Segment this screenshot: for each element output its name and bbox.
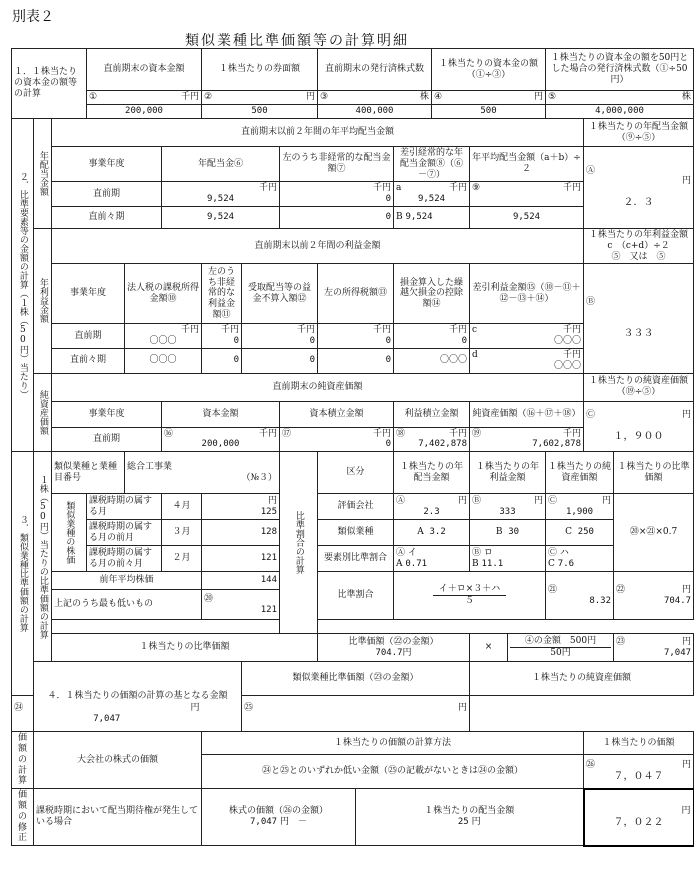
yo3: Ⓒ ハ C 7.6 bbox=[546, 546, 614, 572]
industry-name: 総合工事業 （№３） bbox=[125, 452, 280, 494]
row1-val: 円 125 bbox=[202, 494, 280, 520]
net-col17: 資本積立金額 bbox=[280, 401, 394, 427]
section4-label: ４．１株当たりの価額の計算の基となる金額 bbox=[34, 662, 242, 732]
yoso-label: 要素別比準割合 bbox=[318, 546, 394, 572]
s5-h-method: １株当たりの価額の計算方法 bbox=[202, 732, 584, 755]
kubun-label: 区分 bbox=[318, 452, 394, 494]
s1-v4: 500 bbox=[432, 105, 546, 119]
dividend-label: 年配当金額 bbox=[34, 119, 52, 229]
section3-sub: １株（50円）当たりの比準価額の計算 bbox=[34, 452, 52, 662]
r23-result: ㉓ 円 7,047 bbox=[614, 634, 694, 662]
profit-r2-11: 0 bbox=[202, 348, 242, 373]
profit-r2-14: 〇〇〇 bbox=[394, 348, 470, 373]
hyoka-label: 評価会社 bbox=[318, 494, 394, 520]
s5-method: ㉔と㉕とのいずれか低い金額（㉕の記載がないときは㉔の金額） bbox=[202, 755, 584, 789]
s4-v24: ㉔ 円 7,047 bbox=[12, 696, 202, 732]
net-v19: ⑲ 千円 7,602,878 bbox=[470, 427, 584, 452]
hy3: Ⓒ 円 1,900 bbox=[546, 494, 614, 520]
div-col6: 年配当金⑥ bbox=[162, 147, 280, 182]
s1-c5: ⑤ 株 bbox=[546, 91, 694, 105]
profit-r1-11: 千円 0 bbox=[202, 324, 242, 349]
s1-h3: 直前期末の発行済株式数 bbox=[318, 49, 432, 91]
times-sign: × bbox=[470, 634, 508, 662]
div-r2-9: 9,524 bbox=[470, 206, 584, 228]
ru3: C 250 bbox=[546, 520, 614, 546]
profit-col10: 法人税の課税所得金額⑩ bbox=[125, 264, 202, 324]
row3-val: 121 bbox=[202, 546, 280, 572]
profit-col11: 左のうち非経常的な利益金額⑪ bbox=[202, 264, 242, 324]
net-v18: ⑱ 千円 7,402,878 bbox=[394, 427, 470, 452]
profit-col13: 左の所得税額⑬ bbox=[318, 264, 394, 324]
ch3: １株当たりの純資産価額 bbox=[546, 452, 614, 494]
s4-h2: １株当たりの純資産価額 bbox=[470, 662, 694, 696]
profit-col14: 損金算入した繰越欠損金の控除額⑭ bbox=[394, 264, 470, 324]
net-result: Ⓒ 円 １，９００ bbox=[584, 401, 694, 452]
profit-row1-label: 直前期 bbox=[52, 324, 125, 349]
net-col-year: 事業年度 bbox=[52, 401, 162, 427]
ruiji-label: 類似業種 bbox=[318, 520, 394, 546]
s6-result: 円 ７，０２２ bbox=[584, 789, 694, 846]
hijun-text: 比準価額（㉒の金額） 704.7円 bbox=[318, 634, 470, 662]
dividend-result: Ⓐ 円 ２．３ bbox=[584, 147, 694, 229]
calculation-sheet bbox=[11, 48, 694, 847]
s1-v3: 400,000 bbox=[318, 105, 432, 119]
profit-r2-10: 〇〇〇 bbox=[125, 348, 202, 373]
div-row1-label: 直前期 bbox=[52, 182, 162, 207]
profit-r2-15: d 千円 〇〇〇 bbox=[470, 348, 584, 373]
page-title: 類似業種比準価額等の計算明細 bbox=[185, 33, 409, 49]
ru2: B 30 bbox=[470, 520, 546, 546]
row3-label: 課税時期の属する月の前々月 bbox=[87, 546, 162, 572]
ch1: １株当たりの年配当金額 bbox=[394, 452, 470, 494]
s5-v26: ㉖ 円 ７，０４７ bbox=[584, 755, 694, 789]
low-label: 上記のうち最も低いもの bbox=[52, 590, 202, 620]
div-col8: 差引経常的な年配当金額⑧（⑥－⑦） bbox=[394, 147, 470, 182]
profit-col15: 差引利益金額⑮（⑩－⑪＋⑫－⑬＋⑭） bbox=[470, 264, 584, 324]
div-col7: 左のうち非経常的な配当金額⑦ bbox=[280, 147, 394, 182]
section1-label: １．１株当たりの資本金の額等の計算 bbox=[12, 49, 87, 119]
s1-h2: １株当たりの券面額 bbox=[202, 49, 318, 91]
section3-label: ３．類似業種比準価額の計算 bbox=[12, 452, 34, 696]
profit-r1-10: 千円 〇〇〇 bbox=[125, 324, 202, 349]
wari-formula: イ＋ロ×３＋ハ ５ bbox=[394, 572, 546, 620]
net-result-head: １株当たりの純資産価額（⑲÷⑤） bbox=[584, 373, 694, 401]
div-r1-6: 千円 9,524 bbox=[162, 182, 280, 207]
profit-r1-14: 千円 0 bbox=[394, 324, 470, 349]
s6-left: 課税時期において配当期待権が発生している場合 bbox=[34, 789, 202, 846]
r22-result: ㉒ 円 704.7 bbox=[614, 572, 694, 620]
s4-v25: ㉕ 円 bbox=[242, 696, 470, 732]
profit-row2-label: 直前々期 bbox=[52, 348, 125, 373]
net-col18: 利益積立金額 bbox=[394, 401, 470, 427]
div-r1-8: a 千円 9,524 bbox=[394, 182, 470, 207]
kingaku4: ④の金額 500円 50円 bbox=[508, 634, 614, 662]
net-v16: ⑯ 千円 200,000 bbox=[162, 427, 280, 452]
s1-c1: ① 千円 bbox=[87, 91, 202, 105]
s1-v2: 500 bbox=[202, 105, 318, 119]
row2-val: 128 bbox=[202, 520, 280, 546]
profit-r1-13: 千円 0 bbox=[318, 324, 394, 349]
profit-result: Ⓑ ３３３ bbox=[584, 264, 694, 373]
hy1: Ⓐ 円 2.3 bbox=[394, 494, 470, 520]
s4-h1: 類似業種比準価額（㉓の金額） bbox=[242, 662, 470, 696]
s1-c4: ④ 円 bbox=[432, 91, 546, 105]
profit-col-year: 事業年度 bbox=[52, 264, 125, 324]
row2-label: 課税時期の属する月の前月 bbox=[87, 520, 162, 546]
profit-r2-12: 0 bbox=[242, 348, 318, 373]
div-r2-6: 9,524 bbox=[162, 206, 280, 228]
net-v17: ⑰ 千円 0 bbox=[280, 427, 394, 452]
stock-label: 類似業種の株価 bbox=[52, 494, 87, 572]
dividend-head: 直前期末以前２年間の年平均配当金額 bbox=[52, 119, 584, 147]
ru1: A 3.2 bbox=[394, 520, 470, 546]
industry-label: 類似業種と業種目番号 bbox=[52, 452, 125, 494]
price-formula: ⑳×㉑×0.7 bbox=[614, 494, 694, 572]
div-row2-label: 直前々期 bbox=[52, 206, 162, 228]
form-number: 別表２ bbox=[12, 9, 54, 25]
section5-label: 価額の計算 bbox=[12, 732, 34, 789]
s5-left: 大会社の株式の価額 bbox=[34, 732, 202, 789]
s1-c3: ③ 株 bbox=[318, 91, 432, 105]
row3-month: ２月 bbox=[162, 546, 202, 572]
net-row1-label: 直前期 bbox=[52, 427, 162, 452]
s6-col1: 株式の価額（㉖の金額） 7,047 円 － bbox=[202, 789, 356, 846]
hijun-label: １株当たりの比準価額 bbox=[52, 634, 318, 662]
div-r1-7: 千円 0 bbox=[280, 182, 394, 207]
ratio-calc-label: 比準割合の計算 bbox=[280, 452, 318, 634]
net-col19: 純資産価額（⑯＋⑰＋⑱） bbox=[470, 401, 584, 427]
s1-v5: 4,000,000 bbox=[546, 105, 694, 119]
div-col-year: 事業年度 bbox=[52, 147, 162, 182]
s1-c2: ② 円 bbox=[202, 91, 318, 105]
net-head: 直前期末の純資産価額 bbox=[52, 373, 584, 401]
row1-label: 課税時期の属する月 bbox=[87, 494, 162, 520]
profit-col12: 受取配当等の益金不算入額⑫ bbox=[242, 264, 318, 324]
profit-label: 年利益金額 bbox=[34, 228, 52, 373]
row2-month: ３月 bbox=[162, 520, 202, 546]
yo2: Ⓑ ロ B 11.1 bbox=[470, 546, 546, 572]
wari-label: 比準割合 bbox=[318, 572, 394, 620]
ch4: １株当たりの比準価額 bbox=[614, 452, 694, 494]
s1-h5: １株当たりの資本金の額を50円とした場合の発行済株式数（①÷50円） bbox=[546, 49, 694, 91]
ch2: １株当たりの年利益金額 bbox=[470, 452, 546, 494]
s1-v1: 200,000 bbox=[87, 105, 202, 119]
wari-result: ㉑ 8.32 bbox=[546, 572, 614, 620]
div-col9: 年平均配当金額（a＋b）÷２ bbox=[470, 147, 584, 182]
row1-month: ４月 bbox=[162, 494, 202, 520]
profit-r2-13: 0 bbox=[318, 348, 394, 373]
profit-r1-15: c 千円 〇〇〇 bbox=[470, 324, 584, 349]
div-r1-9: ⑨ 千円 bbox=[470, 182, 584, 207]
s5-h-price: １株当たりの価額 bbox=[584, 732, 694, 755]
net-label: 純資産価額 bbox=[34, 373, 52, 452]
section2-label: ２．比準要素等の金額の計算（１株（50円）当たり） bbox=[12, 119, 34, 452]
low-val: ⑳ 121 bbox=[202, 590, 280, 620]
s6-col2: １株当たりの配当金額 25 円 bbox=[356, 789, 584, 846]
profit-result-head: １株当たりの年利益金額 c （c+d）÷２ ⑤ 又は ⑤ bbox=[584, 228, 694, 263]
avg-label: 前年平均株価 bbox=[52, 572, 202, 590]
profit-r1-12: 千円 0 bbox=[242, 324, 318, 349]
dividend-result-head: １株当たりの年配当金額（⑨÷⑤） bbox=[584, 119, 694, 147]
yo1: Ⓐ イ A 0.71 bbox=[394, 546, 470, 572]
s1-h1: 直前期末の資本金額 bbox=[87, 49, 202, 91]
div-r2-8: B 9,524 bbox=[394, 206, 470, 228]
profit-head: 直前期末以前２年間の利益金額 bbox=[52, 228, 584, 263]
section6-label: 価額の修正 bbox=[12, 789, 34, 846]
hy2: Ⓑ 円 333 bbox=[470, 494, 546, 520]
avg-val: 144 bbox=[202, 572, 280, 590]
div-r2-7: 0 bbox=[280, 206, 394, 228]
s1-h4: １株当たりの資本金の額（①÷③） bbox=[432, 49, 546, 91]
net-col16: 資本金額 bbox=[162, 401, 280, 427]
